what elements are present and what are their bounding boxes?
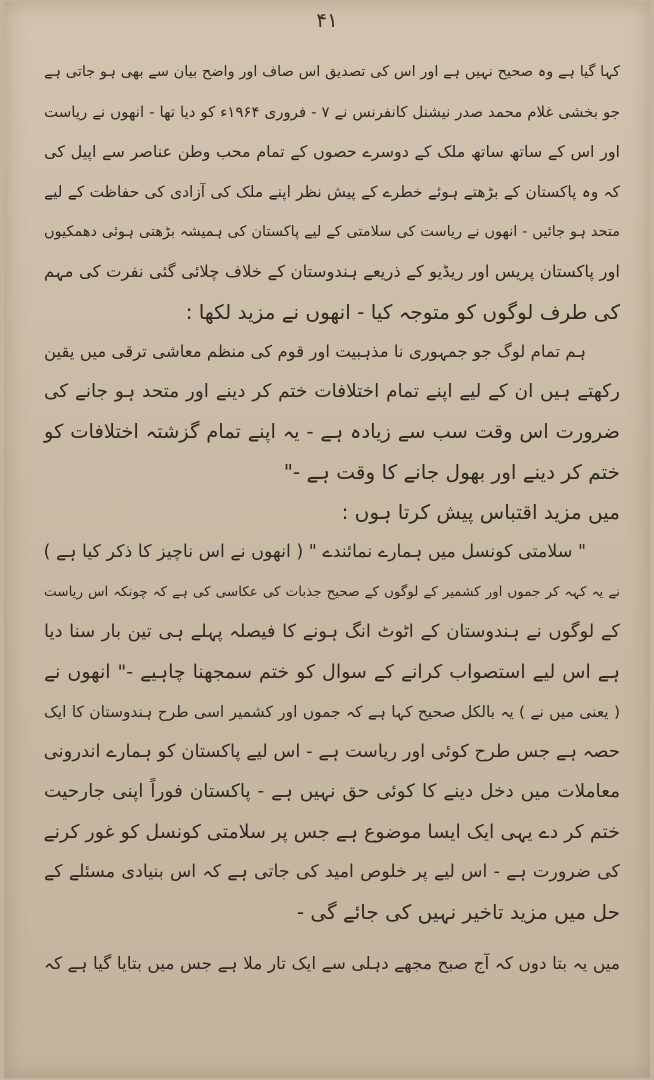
- page-body: [44, 52, 620, 984]
- quote-line: معاملات میں دخل دینے کا کوئی حق نہیں ہے - پاکستان فوراً اپنی جارحیت: [44, 781, 620, 802]
- text-line: اور پاکستان پریس اور ریڈیو کے ذریعے ہندوستان کے خلاف چلائی گئی نفرت کی مہم: [44, 262, 620, 281]
- text-line: میں یہ بتا دوں کہ آج صبح مجھے دہلی سے ایک تار ملا ہے جس میں بتایا گیا ہے کہ: [44, 954, 620, 974]
- text-line: جو بخشی غلام محمد صدر نیشنل کانفرنس نے ۷ - فروری ۱۹۶۴ء کو دیا تھا - انھوں نے ریاست: [44, 103, 620, 121]
- quote-line: حصہ ہے جس طرح کوئی اور ریاست ہے - اس لیے پاکستان کو ہمارے اندرونی: [43, 741, 620, 762]
- quote-line: ہم تمام لوگ جو جمہوری نا مذہبیت اور قوم کی منظم معاشی ترقی میں یقین: [44, 342, 586, 361]
- quote-line: نے یہ کہہ کر جموں اور کشمیر کے لوگوں کے صحیح جذبات کی عکاسی کی ہے کہ چونکہ اس ریاست: [44, 584, 620, 600]
- quote-line: ہے اس لیے استصواب کرانے کے سوال کو ختم سمجھنا چاہیے -" انھوں نے: [44, 661, 620, 683]
- text-line: اور اس کے ساتھ ساتھ ملک کے دوسرے حصوں کے تمام محب وطن عناصر سے اپیل کی: [44, 142, 620, 161]
- text-line: کہا گیا ہے وہ صحیح نہیں ہے اور اس کی تصدیق اس صاف اور واضح بیان سے بھی ہو جاتی ہے: [44, 64, 620, 80]
- paragraph-gap: [44, 932, 620, 944]
- quote-line: " سلامتی کونسل میں ہمارے نمائندے " ( انھوں نے اس ناچیز کا ذکر کیا ہے ): [43, 542, 586, 562]
- intro-line: میں مزید اقتباس پیش کرتا ہوں :: [341, 500, 620, 524]
- quote-line: کے لوگوں نے ہندوستان کے اٹوٹ انگ ہونے کا فیصلہ پہلے ہی تین بار سنا دیا: [44, 621, 620, 642]
- book-page: [4, 2, 650, 1078]
- text-line: کی طرف لوگوں کو متوجہ کیا - انھوں نے مزید لکھا :: [185, 300, 620, 324]
- quote-line: رکھتے ہیں ان کے لیے اپنے تمام اختلافات ختم کر دینے اور متحد ہو جانے کی: [44, 381, 620, 402]
- quote-line: ختم کر دے یہی ایک ایسا موضوع ہے جس پر سلامتی کونسل کو غور کرنے: [43, 821, 620, 843]
- text-line: کہ وہ پاکستان کے بڑھتے ہوئے خطرے کے پیش نظر اپنے ملک کی آزادی کی حفاظت کے لیے: [44, 183, 620, 201]
- quote-line: ختم کر دینے اور بھول جانے کا وقت ہے -": [283, 460, 620, 484]
- page-number: ۴۱: [316, 8, 338, 32]
- quote-line: حل میں مزید تاخیر نہیں کی جائے گی -: [296, 900, 620, 924]
- quote-line: ضرورت اس وقت سب سے زیادہ ہے - یہ اپنے تمام گزشتہ اختلافات کو: [44, 420, 620, 443]
- quote-line: کی ضرورت ہے - اس لیے پر خلوص امید کی جاتی ہے کہ اس بنیادی مسئلے کے: [44, 862, 620, 882]
- quote-line: ( یعنی میں نے ) یہ بالکل صحیح کہا ہے کہ جموں اور کشمیر اسی طرح ہندوستان کا ایک: [44, 703, 620, 721]
- text-line: متحد ہو جائیں - انھوں نے ریاست کی سلامتی کے لیے پاکستان کی ہمیشہ بڑھتی ہوئی دھمکیوں: [44, 224, 620, 240]
